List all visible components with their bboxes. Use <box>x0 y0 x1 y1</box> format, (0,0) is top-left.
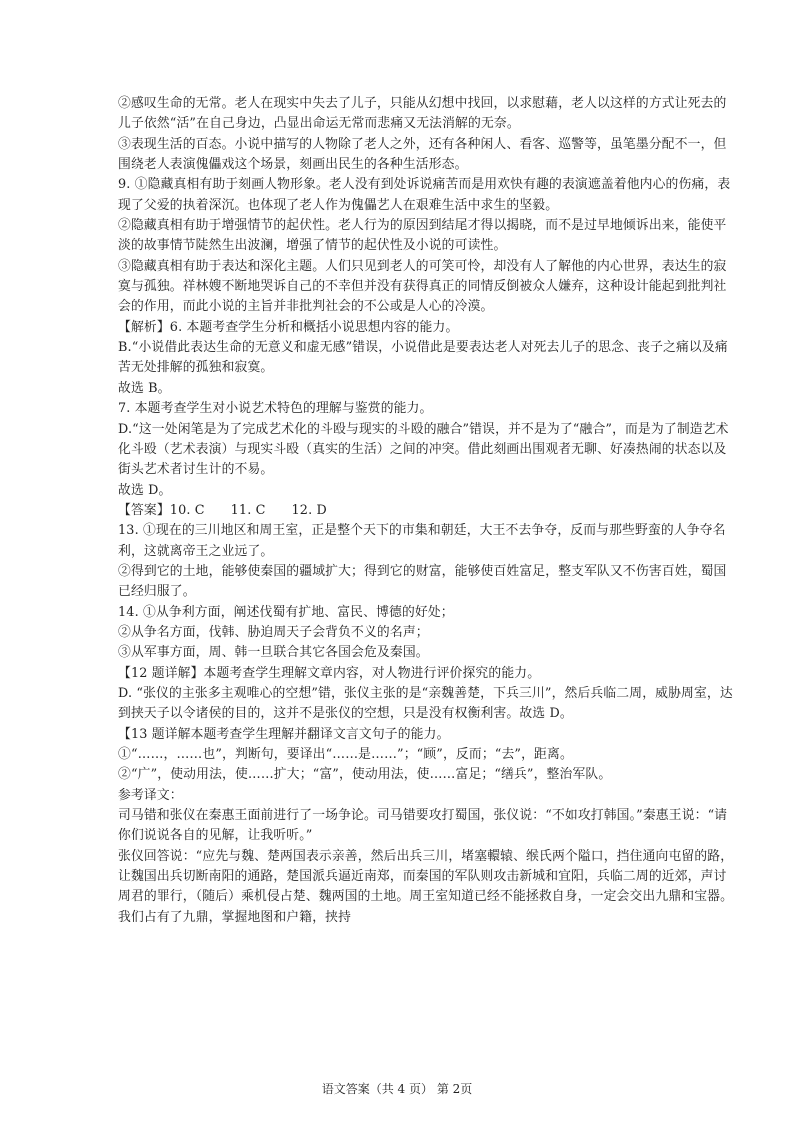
detail-12-heading: 【12 题详解】本题考查学生理解文章内容，对人物进行评价探究的能力。 <box>118 665 541 681</box>
page-footer: 语文答案（共 4 页） 第 2页 <box>321 1082 473 1096</box>
paragraph-06-3: ③表现生活的百态。小说中描写的人物除了老人之外，还有各种闲人、看客、巡警等，虽笔墨分配不一，但围绕老人表演傀儡戏这个场景，刻画出民生的各种生活形态。 <box>118 136 727 173</box>
detail-13-1: ①“……，……也”，判断句，要译出“……是……”；“顾”，反而；“去”，距离。 <box>118 747 573 762</box>
analysis-07-choice: 故选 D。 <box>118 482 172 498</box>
translation-heading: 参考译文： <box>118 787 183 803</box>
translation-para-1: 司马错和张仪在秦惠王面前进行了一场争论。司马错要攻打蜀国，张仪说：“不如攻打韩国。”秦惠王说：“请你们说说各自的见解，让我听听。” <box>118 808 728 844</box>
answer-13-2: ②得到它的土地，能够使秦国的疆域扩大；得到它的财富，能够使百姓富足，整支军队又不伤害百姓，蜀国已经归服了。 <box>118 563 727 600</box>
detail-13-2: ②“广”，使动用法，使……扩大；“富”，使动用法，使……富足；“缮兵”，整治军队。 <box>118 767 612 783</box>
analysis-06-b: B.“小说借此表达生命的无意义和虚无感”错误，小说借此是要表达老人对死去儿子的思念、丧子之痛以及痛苦无处排解的孤独和寂寞。 <box>118 340 728 376</box>
answer-14-3: ③从军事方面，周、韩一旦联合其它各国会危及秦国。 <box>118 645 429 661</box>
answer-10-12: 【答案】10. C 11. C 12. D <box>118 502 327 518</box>
answer-14-1: 14. ①从争利方面，阐述伐蜀有扩地、富民、博德的好处； <box>118 604 454 620</box>
analysis-06-heading: 【解析】6. 本题考查学生分析和概括小说思想内容的能力。 <box>118 319 459 335</box>
paragraph-06-2: ②感叹生命的无常。老人在现实中失去了儿子，只能从幻想中找回，以求慰藉，老人以这样的方式让死去的儿子依然“活”在自己身边，凸显出命运无常而悲痛又无法消解的无奈。 <box>118 96 727 132</box>
analysis-06-choice: 故选 B。 <box>118 380 171 396</box>
translation-para-2: 张仪回答说：“应先与魏、楚两国表示亲善，然后出兵三川，堵塞轘辕、缑氏两个隘口，挡住通向屯留的路，让魏国出兵切断南阳的通路，楚国派兵逼近南郑，而秦国的军队则攻击新城和宜阳，兵临二周的近郊，声讨周君的罪行，（随后）乘机侵占楚、魏两国的土地。周王室知道已经不能拯救自身，一定会交出九鼎和宝器。我们占有了九鼎，掌握地图和户籍，挟持 <box>118 848 734 925</box>
answer-13-1: 13. ①现在的三川地区和周王室，正是整个天下的市集和朝廷，大王不去争夺，反而与那些野蛮的人争夺名利，这就离帝王之业远了。 <box>118 523 726 559</box>
answer-14-2: ②从争名方面，伐韩、胁迫周天子会背负不义的名声； <box>118 624 429 640</box>
analysis-07-d: D.“这一处闲笔是为了完成艺术化的斗殴与现实的斗殴的融合”错误，并不是为了“融合”，而是为了制造艺术化斗殴（艺术表演）与现实斗殴（真实的生活）之间的冲突。借此刻画出围观者无聊、好凑热闹的状态以及街头艺术者讨生计的不易。 <box>118 421 729 478</box>
answer-text-body <box>118 94 734 928</box>
paragraph-09-2: ②隐藏真相有助于增强情节的起伏性。老人行为的原因到结尾才得以揭晓，而不是过早地倾诉出来，能使平淡的故事情节陡然生出波澜，增强了情节的起伏性及小说的可读性。 <box>118 218 727 254</box>
detail-12-d: D. “张仪的主张多主观唯心的空想”错，张仪主张的是“亲魏善楚，下兵三川”，然后兵临二周，威胁周室，达到挟天子以令诸侯的目的，这并不是张仪的空想，只是没有权衡利害。故选 D。 <box>118 685 733 722</box>
paragraph-09-3: ③隐藏真相有助于表达和深化主题。人们只见到老人的可笑可怜，却没有人了解他的内心世界，表达生的寂寞与孤独。祥林嫂不断地哭诉自己的不幸但并没有获得真正的同情反倒被众人嫌弃，这种设计能起到批判社会的作用，而此小说的主旨并非批判社会的不公或是人心的冷漠。 <box>118 258 727 315</box>
detail-13-heading: 【13 题详解本题考查学生理解并翻译文言文句子的能力。 <box>118 726 450 742</box>
paragraph-09-1: 9. ①隐藏真相有助于刻画人物形象。老人没有到处诉说痛苦而是用欢快有趣的表演遮盖着他内心的伤痛，表现了父爱的执着深沉。也体现了老人作为傀儡艺人在艰难生活中求生的坚毅。 <box>118 177 731 213</box>
analysis-07-heading: 7. 本题考查学生对小说艺术特色的理解与鉴赏的能力。 <box>118 401 433 417</box>
